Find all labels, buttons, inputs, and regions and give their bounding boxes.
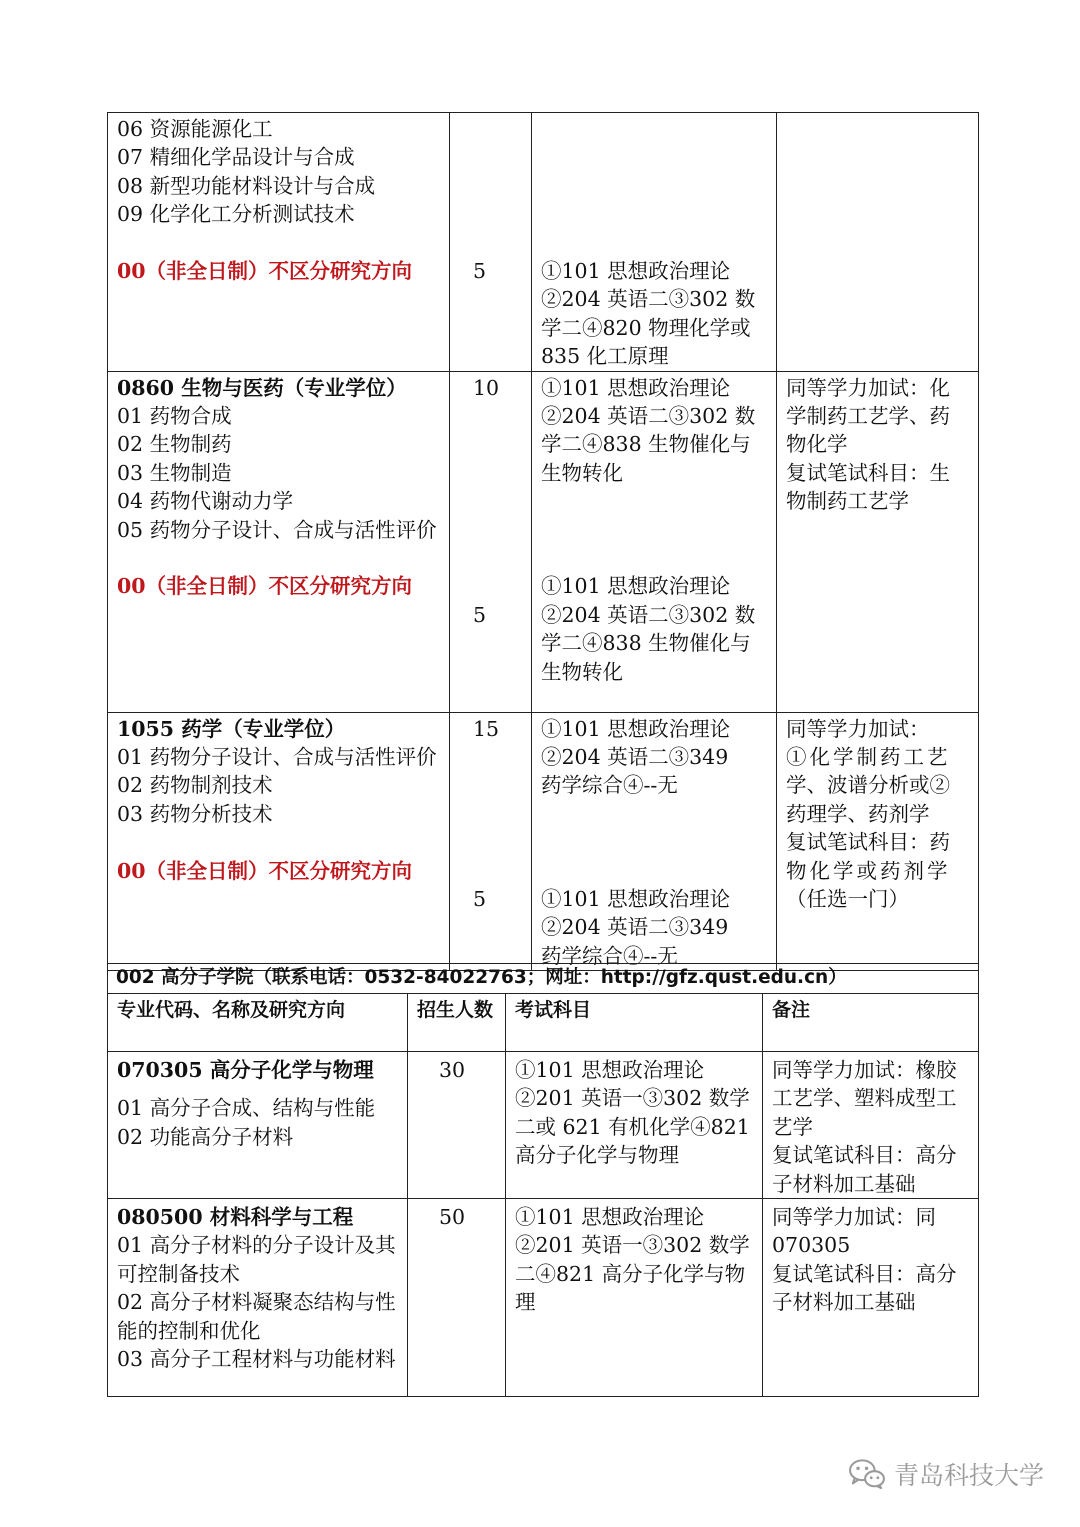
exam-cell xyxy=(532,712,777,971)
research-direction: 01 高分子合成、结构与性能 xyxy=(117,1096,376,1121)
quota-cell xyxy=(408,1199,506,1397)
research-direction: 07 精细化学品设计与合成 xyxy=(117,145,355,170)
research-direction: 03 药物分析技术 xyxy=(117,801,273,826)
parttime-exam: ①101 思想政治理论②204 英语二③302 数学二④838 生物催化与生物转化 xyxy=(541,574,756,684)
research-direction: 03 高分子工程材料与功能材料 xyxy=(117,1347,396,1372)
major-cell xyxy=(108,1052,408,1199)
college-table xyxy=(107,963,979,1397)
note-cell xyxy=(777,113,979,372)
quota-cell xyxy=(450,712,532,971)
parttime-quota: 5 xyxy=(473,258,487,283)
wechat-icon xyxy=(848,1458,886,1490)
college-header-row xyxy=(108,964,979,994)
table-row xyxy=(108,371,979,712)
equivalent-exam-note: ①化学制药工艺 xyxy=(786,744,951,769)
equivalent-exam-note: 药理学、药剂学 xyxy=(786,801,930,826)
note-cell xyxy=(777,712,979,971)
retest-note: 物化学或药剂学 xyxy=(786,858,951,883)
equivalent-exam-note: 同等学力加试：化学制药工艺学、药物化学 xyxy=(786,375,950,457)
research-direction: 02 药物制剂技术 xyxy=(117,773,273,798)
parttime-exam: ②204 英语二③349 xyxy=(541,915,729,940)
parttime-direction: 00（非全日制）不区分研究方向 xyxy=(117,259,413,284)
exam-cell xyxy=(506,1052,763,1199)
major-title: 070305 高分子化学与物理 xyxy=(117,1058,374,1082)
college-title: 002 高分子学院（联系电话：0532-84022763；网址：http://gfz.qust.edu.cn） xyxy=(108,964,979,994)
header-note: 备注 xyxy=(763,994,979,1052)
parttime-direction: 00（非全日制）不区分研究方向 xyxy=(117,858,413,883)
parttime-exam: ①101 思想政治理论 xyxy=(541,886,731,911)
exam-cell xyxy=(532,113,777,372)
research-direction: 02 高分子材料凝聚态结构与性能的控制和优化 xyxy=(117,1290,396,1343)
equivalent-exam-note: 同等学力加试：橡胶工艺学、塑料成型工艺学 xyxy=(772,1058,957,1139)
quota: 15 xyxy=(473,716,500,741)
research-direction: 08 新型功能材料设计与合成 xyxy=(117,173,376,198)
research-direction: 04 药物代谢动力学 xyxy=(117,489,294,514)
retest-note: 复试笔试科目：生物制药工艺学 xyxy=(786,460,950,514)
exam-subjects: ①101 思想政治理论②201 英语一③302 数学二④821 高分子化学与物理 xyxy=(515,1205,750,1315)
note-cell xyxy=(763,1199,979,1397)
quota: 50 xyxy=(439,1205,466,1230)
header-exam: 考试科目 xyxy=(506,994,763,1052)
research-direction: 01 药物分子设计、合成与活性评价 xyxy=(117,744,437,769)
note-cell xyxy=(777,371,979,712)
wechat-watermark xyxy=(848,1456,1044,1492)
retest-note: 复试笔试科目：高分子材料加工基础 xyxy=(772,1143,957,1196)
retest-note: 复试笔试科目：药 xyxy=(786,830,950,855)
admissions-table-continued xyxy=(107,112,979,971)
table-row xyxy=(108,1199,979,1397)
quota-cell xyxy=(408,1052,506,1199)
major-cell xyxy=(108,371,450,712)
note-cell xyxy=(763,1052,979,1199)
major-cell xyxy=(108,1199,408,1397)
major-title: 080500 材料科学与工程 xyxy=(117,1205,354,1230)
quota: 10 xyxy=(473,375,500,400)
exam-subjects: 药学综合④--无 xyxy=(541,773,678,798)
exam-cell xyxy=(506,1199,763,1397)
parttime-exam: ①101 思想政治理论②204 英语二③302 数学二④820 物理化学或 835 化工原理 xyxy=(541,258,756,369)
research-direction: 06 资源能源化工 xyxy=(117,117,273,141)
parttime-quota: 5 xyxy=(473,602,487,627)
research-direction: 09 化学化工分析测试技术 xyxy=(117,202,355,227)
quota: 30 xyxy=(439,1058,466,1082)
equivalent-exam-note: 同等学力加试： xyxy=(786,716,930,741)
exam-subjects: ②204 英语二③349 xyxy=(541,744,729,769)
research-direction: 01 高分子材料的分子设计及其可控制备技术 xyxy=(117,1233,396,1286)
equivalent-exam-note: 同等学力加试：同 070305 xyxy=(772,1205,936,1258)
major-title: 0860 生物与医药（专业学位） xyxy=(117,375,407,400)
table-row xyxy=(108,1052,979,1199)
parttime-exam: 药学综合④--无 xyxy=(541,943,678,968)
table-row xyxy=(108,712,979,971)
header-major: 专业代码、名称及研究方向 xyxy=(108,994,408,1052)
parttime-direction: 00（非全日制）不区分研究方向 xyxy=(117,574,413,599)
table-row xyxy=(108,113,979,372)
quota-cell xyxy=(450,371,532,712)
research-direction: 01 药物合成 xyxy=(117,403,232,428)
major-title: 1055 药学（专业学位） xyxy=(117,716,346,741)
exam-subjects: ①101 思想政治理论②204 英语二③302 数学二④838 生物催化与生物转化 xyxy=(541,375,756,485)
quota-cell xyxy=(450,113,532,372)
research-direction: 02 功能高分子材料 xyxy=(117,1124,294,1149)
exam-subjects: ①101 思想政治理论 xyxy=(541,716,731,741)
retest-note: 复试笔试科目：高分子材料加工基础 xyxy=(772,1261,957,1315)
header-quota: 招生人数 xyxy=(408,994,506,1052)
parttime-quota: 5 xyxy=(473,886,487,911)
exam-subjects: ①101 思想政治理论②201 英语一③302 数学二或 621 有机化学④821 高分子化学与物理 xyxy=(515,1058,750,1168)
table-header-row xyxy=(108,994,979,1052)
major-cell xyxy=(108,113,450,372)
retest-note: （任选一门） xyxy=(786,887,909,912)
watermark-text: 青岛科技大学 xyxy=(893,1461,1044,1490)
research-direction: 05 药物分子设计、合成与活性评价 xyxy=(117,517,437,542)
exam-cell xyxy=(532,371,777,712)
major-cell xyxy=(108,712,450,971)
research-direction: 03 生物制造 xyxy=(117,460,232,485)
research-direction: 02 生物制药 xyxy=(117,432,232,457)
equivalent-exam-note: 学、波谱分析或② xyxy=(786,773,950,798)
